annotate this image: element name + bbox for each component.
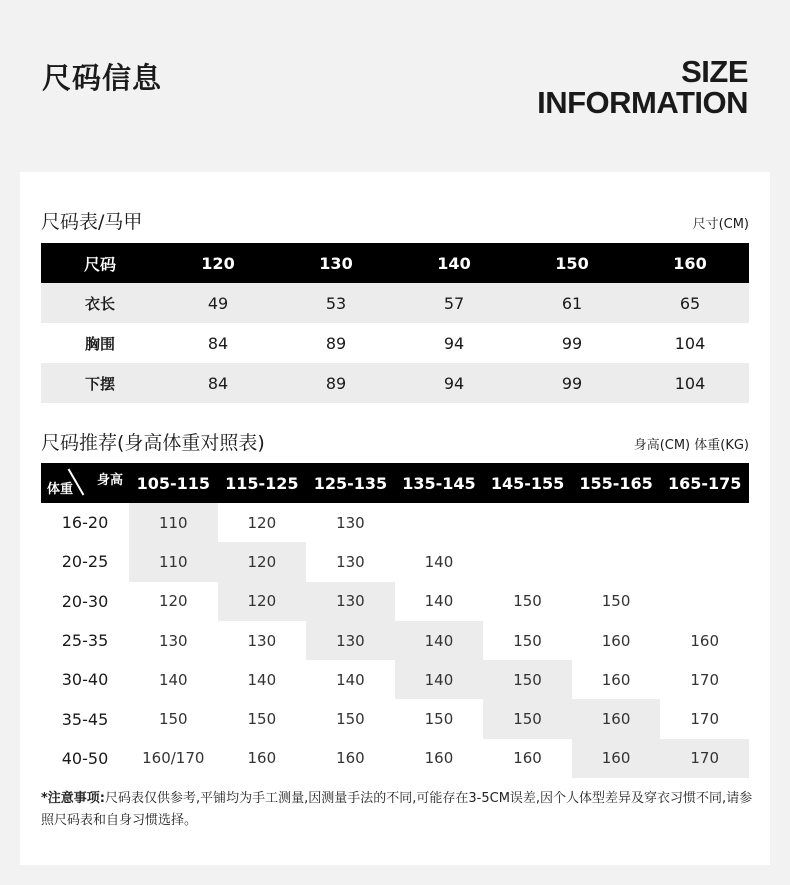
- table-row: [41, 739, 749, 778]
- table-cell: 150: [336, 710, 365, 729]
- page-header: [0, 0, 790, 172]
- table-row: [41, 542, 749, 581]
- height-header-cell: 115-125: [218, 463, 307, 503]
- table-cell: 120: [158, 592, 188, 611]
- table-row: [41, 363, 749, 403]
- weight-label: 40-50: [61, 748, 109, 768]
- table-cell: 150: [513, 592, 542, 611]
- table-cell: 150: [601, 592, 631, 611]
- row-label: 下摆: [41, 363, 159, 403]
- title-english: [537, 56, 748, 118]
- table-cell: 94: [395, 363, 513, 403]
- table-cell: 130: [158, 631, 188, 650]
- corner-weight-label: 体重: [47, 482, 74, 497]
- table-cell: 84: [207, 333, 229, 353]
- table-cell: 150: [247, 710, 277, 729]
- table-row: [41, 621, 749, 660]
- table-cell: 140: [395, 660, 484, 699]
- title-english-line2: INFORMATION: [537, 85, 748, 120]
- table-cell: [660, 542, 749, 581]
- height-header-cell: 165-175: [660, 463, 749, 503]
- note-text: 尺码表仅供参考,平铺均为手工测量,因测量手法的不同,可能存在3-5CM误差,因个人体型差异及穿衣习惯不同,请参照尺码表和自身习惯选择。: [41, 791, 753, 828]
- table-cell: 150: [483, 660, 572, 699]
- table-cell: [572, 542, 661, 581]
- table-cell: 140: [336, 670, 365, 689]
- row-label: 胸围: [84, 334, 115, 353]
- table-cell: 160: [336, 749, 365, 768]
- table-cell: 99: [513, 363, 631, 403]
- weight-label: 35-45: [61, 709, 109, 729]
- table-cell: [660, 582, 749, 621]
- table-cell: 150: [483, 699, 572, 738]
- table-cell: 110: [129, 542, 218, 581]
- table-cell: 160: [601, 631, 631, 650]
- table-cell: 160: [572, 699, 661, 738]
- table-cell: 130: [336, 513, 365, 532]
- table-cell: [483, 542, 572, 581]
- rec-table-header: [41, 429, 749, 455]
- rec-table-title: 尺码推荐(身高体重对照表): [41, 432, 265, 454]
- header-cell: 150: [513, 243, 631, 283]
- table-cell: 130: [306, 582, 395, 621]
- table-cell: 104: [674, 333, 706, 353]
- title-chinese: 尺码信息: [42, 61, 163, 95]
- table-cell: 140: [424, 552, 454, 571]
- table-cell: 150: [513, 631, 542, 650]
- table-cell: 120: [247, 513, 277, 532]
- note-label: *注意事项:: [41, 791, 105, 806]
- height-header-cell: 135-145: [395, 463, 484, 503]
- table-cell: 160: [572, 739, 661, 778]
- table-cell: 110: [129, 503, 218, 542]
- table-row: [41, 323, 749, 363]
- row-label: 衣长: [41, 283, 159, 323]
- table-cell: 160/170: [142, 749, 205, 768]
- table-cell: 84: [159, 363, 277, 403]
- recommendation-table: [41, 463, 749, 778]
- table-cell: 160: [424, 749, 454, 768]
- weight-label: 25-35: [61, 631, 109, 651]
- table-cell: 57: [395, 283, 513, 323]
- table-cell: 94: [443, 333, 465, 353]
- height-header-cell: 105-115: [129, 463, 218, 503]
- table-cell: 130: [336, 552, 365, 571]
- corner-cell: [41, 463, 129, 503]
- table-cell: 160: [690, 631, 719, 650]
- size-table-header-row: [41, 243, 749, 283]
- note: [41, 788, 753, 832]
- table-cell: 140: [395, 621, 484, 660]
- table-cell: [483, 503, 572, 542]
- content-card: [20, 172, 770, 865]
- height-header-cell: 155-165: [572, 463, 661, 503]
- corner-height-label: 身高: [96, 473, 123, 488]
- table-cell: [572, 503, 661, 542]
- size-table-header: [41, 208, 749, 234]
- table-row: [41, 503, 749, 542]
- height-header-cell: 145-155: [483, 463, 572, 503]
- weight-label: 20-30: [61, 591, 109, 611]
- table-cell: 160: [513, 749, 542, 768]
- table-cell: 150: [424, 710, 454, 729]
- table-cell: 140: [158, 670, 188, 689]
- size-table: [41, 243, 749, 403]
- rec-table-header-row: [41, 463, 749, 503]
- header-cell: 160: [631, 243, 749, 283]
- table-cell: 170: [690, 670, 719, 689]
- table-cell: 49: [159, 283, 277, 323]
- table-row: [41, 699, 749, 738]
- weight-label: 30-40: [61, 670, 109, 690]
- table-cell: 130: [247, 631, 277, 650]
- table-cell: 170: [690, 710, 719, 729]
- header-cell: 130: [277, 243, 395, 283]
- table-cell: 160: [247, 749, 277, 768]
- table-cell: 120: [218, 582, 307, 621]
- table-cell: 160: [601, 670, 631, 689]
- table-cell: 130: [306, 621, 395, 660]
- title-english-line1: SIZE: [681, 54, 748, 89]
- height-header-cell: 125-135: [306, 463, 395, 503]
- header-cell: 140: [395, 243, 513, 283]
- table-row: [41, 660, 749, 699]
- table-cell: 170: [660, 739, 749, 778]
- table-row: [41, 283, 749, 323]
- table-cell: 61: [513, 283, 631, 323]
- table-cell: [395, 503, 484, 542]
- table-row: [41, 582, 749, 621]
- table-cell: 140: [424, 592, 454, 611]
- table-cell: 99: [561, 333, 583, 353]
- table-cell: 120: [218, 542, 307, 581]
- table-cell: 140: [247, 670, 277, 689]
- table-cell: 89: [277, 363, 395, 403]
- table-cell: 89: [325, 333, 347, 353]
- size-table-unit: 尺寸(CM): [692, 217, 749, 232]
- size-table-title: 尺码表/马甲: [41, 211, 143, 233]
- weight-label: 20-25: [61, 552, 109, 572]
- table-cell: 104: [631, 363, 749, 403]
- header-cell: 尺码: [41, 243, 159, 283]
- table-cell: 65: [631, 283, 749, 323]
- weight-label: 16-20: [61, 513, 109, 533]
- rec-table-unit: 身高(CM) 体重(KG): [633, 438, 749, 453]
- header-cell: 120: [159, 243, 277, 283]
- table-cell: [660, 503, 749, 542]
- table-cell: 53: [277, 283, 395, 323]
- table-cell: 150: [158, 710, 188, 729]
